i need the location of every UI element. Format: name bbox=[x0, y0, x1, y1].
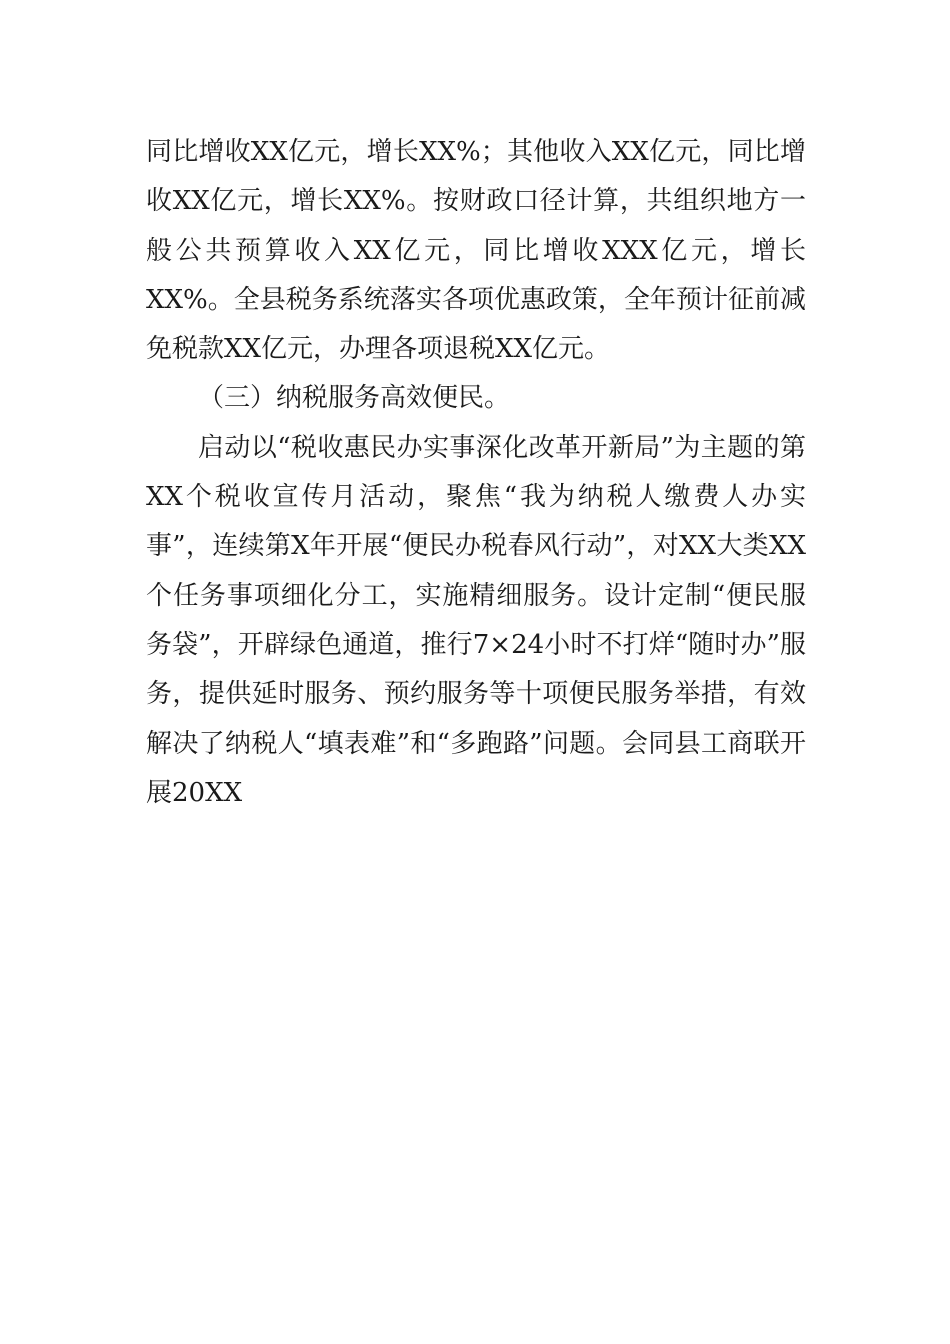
document-body bbox=[146, 128, 806, 818]
section-heading-tax-service: （三）纳税服务高效便民。 bbox=[198, 383, 511, 414]
paragraph-tax-service: 启动以“税收惠民办实事深化改革开新局”为主题的第XX个税收宣传月活动，聚焦“我为纳税人缴费人办实事”，连续第X年开展“便民办税春风行动”，对XX大类XX个任务事项细化分工，实施精细服务。设计定制“便民服务袋”，开辟绿色通道，推行7×24小时不打烊“随时办”服务，提供延时服务、预约服务等十项便民服务举措，有效解决了纳税人“填表难”和“多跑路”问题。会同县工商联开展20XX bbox=[146, 432, 806, 808]
paragraph-revenue-summary: 同比增收XX亿元，增长XX%；其他收入XX亿元，同比增收XX亿元，增长XX%。按财政口径计算，共组织地方一般公共预算收入XX亿元，同比增收XXX亿元，增长XX%。全县税务系统落实各项优惠政策，全年预计征前减免税款XX亿元，办理各项退税XX亿元。 bbox=[146, 137, 806, 365]
